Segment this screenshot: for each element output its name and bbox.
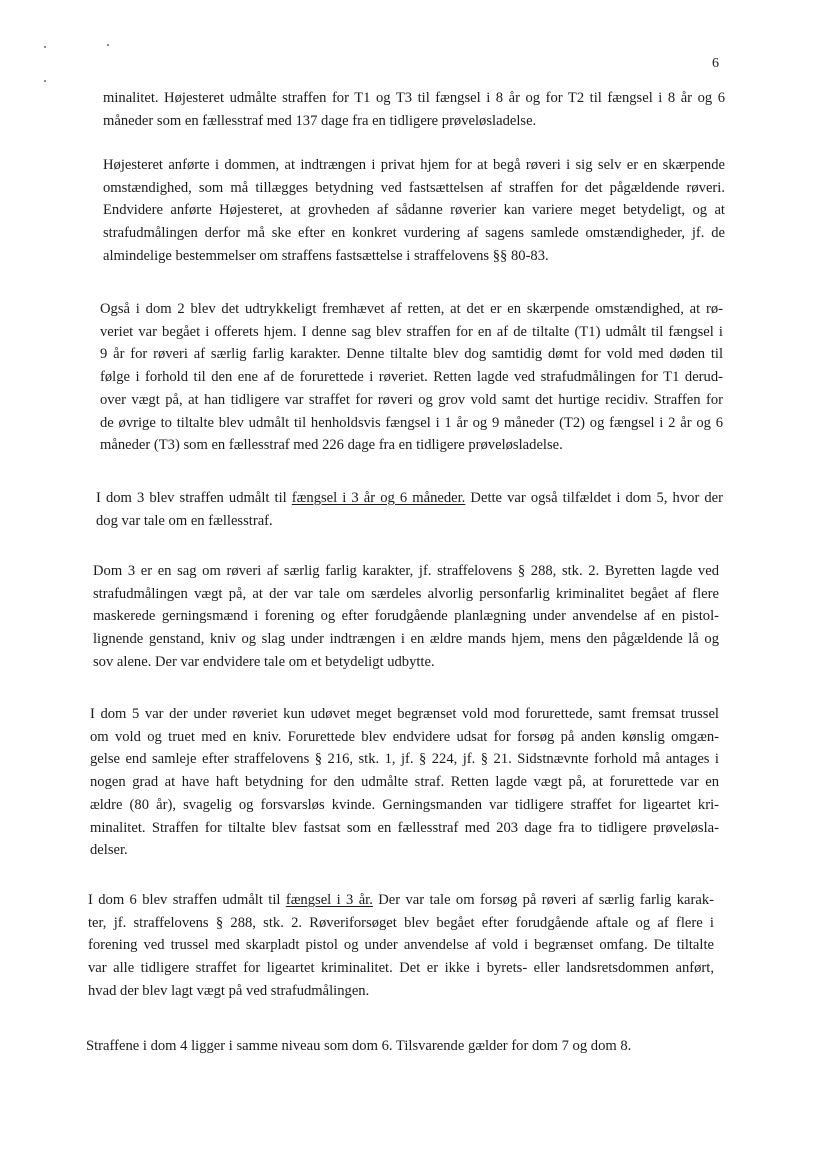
text-line: gelse end samleje efter straffelovens § 216, stk. 1, jf. § 224, jf. § 21. Sidstnævnte forhold må antages i [90, 751, 719, 768]
paragraph [88, 889, 714, 1003]
paragraph [86, 1035, 686, 1058]
text-line: nogen grad at have haft betydning for den udmålte straf. Retten lagde vægt på, at forurettede var en [90, 774, 719, 791]
text-line: om vold og truet med en kniv. Forurettede blev endvidere udsat for forsøg på anden kønslig omgæn- [90, 728, 719, 745]
paragraph [90, 703, 719, 862]
paragraph [103, 154, 725, 268]
text-line: Endvidere anførte Højesteret, at grovheden af sådanne røverier kan variere meget betydeligt, og at [103, 202, 725, 219]
scan-speck [107, 44, 109, 46]
underlined-sentence: fængsel i 3 år og 6 måneder. [291, 490, 466, 506]
text-line: Højesteret anførte i dommen, at indtrængen i privat hjem for at begå røveri i sig selv er en skærpende [103, 157, 725, 173]
paragraph [96, 487, 723, 532]
page-number: 6 [712, 56, 719, 71]
text-line: delser. [90, 842, 128, 859]
text-line [96, 487, 723, 510]
text-line: ter, jf. straffelovens § 288, stk. 2. Røveriforsøget blev begået efter forudgående aftale og af flere i [88, 914, 714, 931]
text-line: maskerede gerningsmænd i forening og efter forudgående planlægning under anvendelse af en pistol- [93, 608, 719, 625]
text-line: dog var tale om en fællesstraf. [96, 512, 273, 529]
text-line: de øvrige to tiltalte blev udmålt til henholdsvis fængsel i 1 år og 9 måneder (T2) og fængsel i 2 år og 6 [100, 414, 723, 431]
text-line: forening ved trussel med skarpladt pistol og under anvendelse af vold i begrænset omfang. De tiltalte [88, 937, 714, 954]
paragraph [93, 560, 719, 674]
text-line: følge i forhold til den ene af de forurettede i røveriet. Retten lagde ved strafudmålingen for T1 derud- [100, 369, 723, 386]
text-line: minalitet. Straffen for tiltalte blev fastsat som en fællesstraf med 203 dage fra to tidligere prøveløsla- [90, 819, 719, 836]
text-line: hvad der blev lagt vægt på ved strafudmålingen. [88, 982, 370, 999]
underlined-sentence: fængsel i 3 år. [285, 892, 373, 908]
text-line: omstændighed, som må tillægges betydning ved fastsættelsen af straffen for det pågældende røveri. [103, 179, 725, 196]
text-line: lignende genstand, kniv og slag under indtrængen i en ældre mands hjem, mens den pågældende lå og [93, 631, 719, 648]
text-line: 9 år for røveri af særlig farlig karakter. Denne tiltalte blev dog samtidig dømt for vold med døden til [100, 346, 723, 363]
text-fragment: I dom 6 blev straffen udmålt til [88, 892, 286, 908]
text-line: Også i dom 2 blev det udtrykkeligt fremhævet af retten, at det er en skærpende omstændighed, at rø- [100, 301, 723, 317]
scan-speck [44, 80, 46, 82]
text-line [88, 889, 714, 912]
text-line: Straffene i dom 4 ligger i samme niveau som dom 6. Tilsvarende gælder for dom 7 og dom 8. [86, 1038, 632, 1054]
text-line: veriet var begået i offerets hjem. I denne sag blev straffen for en af de tiltalte (T1) udmålt til fængsel i [100, 323, 723, 340]
text-line: strafudmålingen derfor må ske efter en konkret vurdering af sagens samlede omstændigheder, jf. de [103, 225, 725, 242]
text-line: almindelige bestemmelser om straffens fastsættelse i straffelovens §§ 80-83. [103, 247, 549, 264]
text-fragment: Der var tale om forsøg på røveri af særlig farlig karak- [372, 892, 714, 908]
text-fragment: I dom 3 blev straffen udmålt til [96, 490, 292, 506]
text-line: sov alene. Der var endvidere tale om et betydeligt udbytte. [93, 653, 435, 670]
text-line: minalitet. Højesteret udmålte straffen for T1 og T3 til fængsel i 8 år og for T2 til fængsel i 8 år og 6 [103, 90, 725, 106]
text-line: I dom 5 var der under røveriet kun udøvet meget begrænset vold mod forurettede, samt fremsat trussel [90, 706, 719, 722]
text-fragment: Dette var også tilfældet i dom 5, hvor der [465, 490, 724, 506]
text-line: måneder (T3) som en fællesstraf med 226 dage fra en tidligere prøveløsladelse. [100, 437, 563, 454]
text-line: måneder som en fællesstraf med 137 dage fra en tidligere prøveløsladelse. [103, 112, 537, 129]
paragraph [100, 298, 723, 457]
text-line: var alle tidligere straffet for ligeartet kriminalitet. Det er ikke i byrets- eller landsretsdommen anført, [88, 960, 714, 977]
paragraph [103, 87, 725, 132]
text-line: ældre (80 år), svagelig og forsvarsløs kvinde. Gerningsmanden var tidligere straffet for ligeartet kri- [90, 796, 719, 813]
text-line: Dom 3 er en sag om røveri af særlig farlig karakter, jf. straffelovens § 288, stk. 2. Byretten lagde ved [93, 563, 719, 579]
scan-speck [44, 46, 46, 48]
text-line: over vægt på, at han tidligere var straffet for røveri og grov vold samt det hurtige recidiv. Straffen for [100, 391, 723, 408]
text-line: strafudmålingen vægt på, at der var tale om særdeles alvorlig personfarlig kriminalitet begået af flere [93, 585, 719, 602]
